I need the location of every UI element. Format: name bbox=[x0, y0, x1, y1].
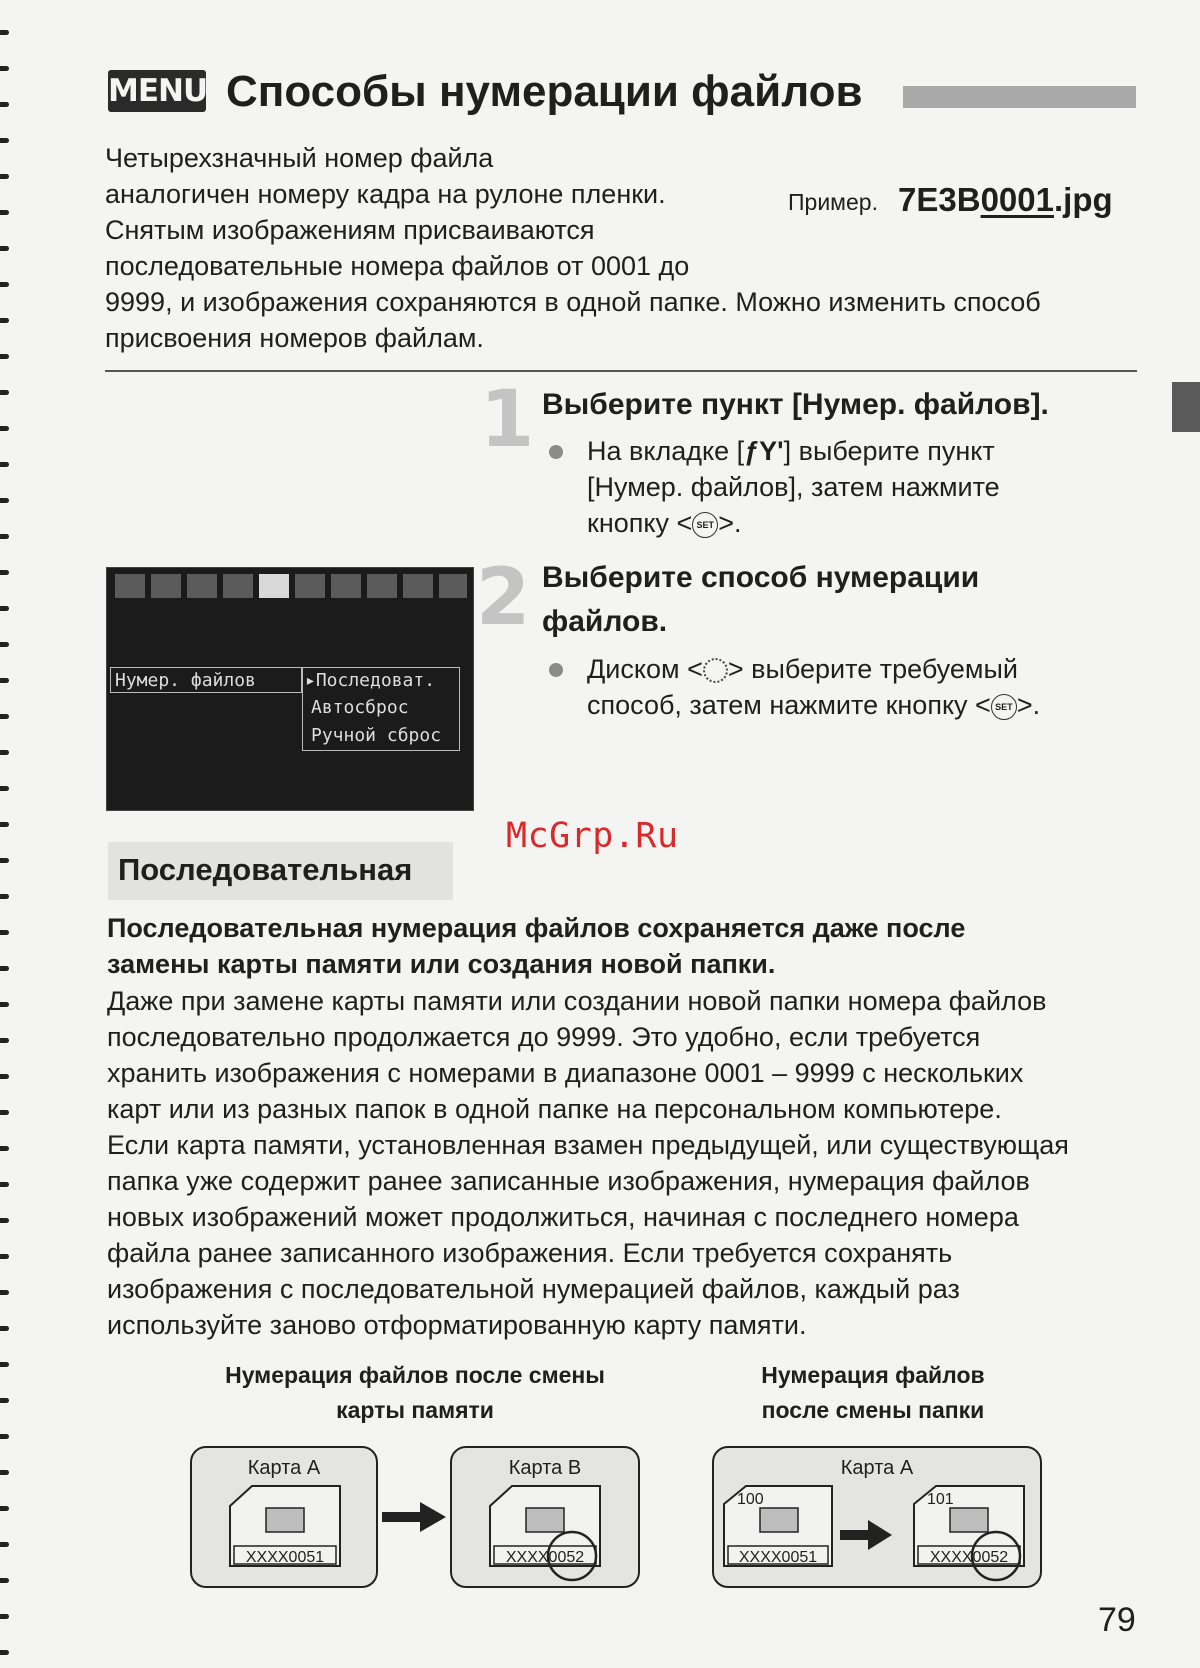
binding-hole bbox=[0, 858, 9, 863]
card-name: Карта B bbox=[508, 1457, 582, 1479]
body-line: папка уже содержит ранее записанные изображения, нумерация файлов bbox=[107, 1166, 1030, 1196]
lcd-option: Автосброс bbox=[311, 697, 409, 718]
lcd-tab bbox=[331, 574, 361, 598]
step-text-part: >. bbox=[718, 508, 742, 538]
set-button-icon: SET bbox=[692, 512, 718, 538]
step-text-part: > выберите требуемый bbox=[727, 654, 1018, 684]
lcd-option: Ручной сброс bbox=[311, 725, 442, 746]
set-button-icon: SET bbox=[991, 694, 1017, 720]
step-heading: Выберите пункт [Нумер. файлов]. bbox=[542, 388, 1049, 421]
lcd-tab bbox=[223, 574, 253, 598]
binding-hole bbox=[0, 642, 9, 647]
binding-hole bbox=[0, 750, 9, 755]
card-name: Карта A bbox=[247, 1457, 321, 1479]
binding-hole bbox=[0, 426, 9, 431]
binding-hole bbox=[0, 66, 9, 71]
binding-hole bbox=[0, 678, 9, 683]
page-number: 79 bbox=[1098, 1601, 1136, 1639]
binding-hole bbox=[0, 1254, 9, 1259]
step-text-part: ] выберите пункт bbox=[783, 436, 995, 466]
binding-hole bbox=[0, 534, 9, 539]
binding-hole bbox=[0, 174, 9, 179]
lcd-tab bbox=[367, 574, 397, 598]
folder-number: 100 bbox=[737, 1491, 764, 1508]
example-ext: .jpg bbox=[1053, 181, 1113, 218]
body-line: хранить изображения с номерами в диапазоне 0001 – 9999 с нескольких bbox=[107, 1058, 1024, 1088]
binding-hole bbox=[0, 1578, 9, 1583]
binding-hole bbox=[0, 786, 9, 791]
chapter-tab bbox=[1172, 382, 1200, 432]
step-heading: файлов. bbox=[542, 605, 668, 638]
binding-hole bbox=[0, 1110, 9, 1115]
example-number: 0001 bbox=[980, 181, 1054, 218]
step-number: 2 bbox=[476, 553, 531, 643]
camera-lcd-screen bbox=[106, 567, 474, 811]
title-rule bbox=[903, 86, 1136, 108]
binding-hole bbox=[0, 282, 9, 287]
intro-line: 9999, и изображения сохраняются в одной папке. Можно изменить способ bbox=[105, 287, 1041, 317]
binding-hole bbox=[0, 1038, 9, 1043]
binding-hole bbox=[0, 714, 9, 719]
step-text bbox=[587, 433, 995, 469]
file-number: XXXX0051 bbox=[245, 1549, 325, 1566]
step-text-part: >. bbox=[1016, 690, 1041, 720]
diagram-caption: карты памяти bbox=[336, 1397, 494, 1423]
binding-hole bbox=[0, 1326, 9, 1331]
lcd-tab bbox=[187, 574, 217, 598]
body-line: Если карта памяти, установленная взамен предыдущей, или существующая bbox=[107, 1130, 1069, 1160]
binding-hole bbox=[0, 822, 9, 827]
binding-hole bbox=[0, 606, 9, 611]
binding-hole bbox=[0, 390, 9, 395]
body-line: карт или из разных папок в одной папке на персональном компьютере. bbox=[107, 1094, 1002, 1124]
binding-hole bbox=[0, 1398, 9, 1403]
binding-hole bbox=[0, 354, 9, 359]
binding-hole bbox=[0, 498, 9, 503]
folder-number: 101 bbox=[927, 1491, 954, 1508]
intro-line: Снятым изображениям присваиваются bbox=[105, 215, 595, 245]
file-number: XXXX0051 bbox=[738, 1549, 818, 1566]
binding-hole bbox=[0, 1470, 9, 1475]
watermark: McGrp.Ru bbox=[506, 816, 679, 856]
section-lead: Последовательная нумерация файлов сохраняется даже после bbox=[107, 913, 966, 943]
binding-hole bbox=[0, 138, 9, 143]
lcd-tab bbox=[403, 574, 433, 598]
body-line: изображения с последовательной нумерацией файлов, каждый раз bbox=[107, 1274, 960, 1304]
binding-hole bbox=[0, 1002, 9, 1007]
intro-line: присвоения номеров файлам. bbox=[105, 323, 484, 353]
step-text bbox=[587, 505, 742, 541]
step-text-part: Диском < bbox=[587, 654, 703, 684]
binding-hole bbox=[0, 1650, 9, 1655]
binding-hole bbox=[0, 1218, 9, 1223]
binding-hole bbox=[0, 1542, 9, 1547]
body-line: последовательно продолжается до 9999. Это удобно, если требуется bbox=[107, 1022, 981, 1052]
binding-hole bbox=[0, 570, 9, 575]
lcd-menu-label: Нумер. файлов bbox=[110, 667, 302, 693]
step-text-part: На вкладке [ bbox=[587, 436, 745, 466]
menu-badge: MENU bbox=[108, 70, 206, 112]
card-name: Карта A bbox=[840, 1457, 914, 1479]
binding-hole bbox=[0, 966, 9, 971]
lcd-options-box bbox=[302, 667, 460, 751]
binding-hole bbox=[0, 318, 9, 323]
setup-tab-icon: ƒY' bbox=[744, 436, 784, 466]
lcd-tab-setup-active bbox=[259, 574, 289, 598]
intro-line: аналогичен номеру кадра на рулоне пленки. bbox=[105, 179, 666, 209]
lcd-tab bbox=[295, 574, 325, 598]
binding-hole bbox=[0, 930, 9, 935]
binding-hole bbox=[0, 1506, 9, 1511]
binding-hole bbox=[0, 102, 9, 107]
bullet-dot bbox=[549, 663, 563, 677]
binding-hole bbox=[0, 1290, 9, 1295]
file-number: XXXX0052 bbox=[929, 1549, 1009, 1566]
binding-hole bbox=[0, 1182, 9, 1187]
section-lead: замены карты памяти или создания новой папки. bbox=[107, 949, 776, 979]
example-prefix: 7E3B bbox=[898, 181, 981, 218]
intro-line: Четырехзначный номер файла bbox=[105, 143, 494, 173]
body-line: используйте заново отформатированную карту памяти. bbox=[107, 1310, 807, 1340]
lcd-tab bbox=[151, 574, 181, 598]
lcd-option: ▸Последоват. bbox=[305, 670, 436, 691]
diagram-caption: Нумерация файлов bbox=[761, 1362, 985, 1388]
binding-hole bbox=[0, 1434, 9, 1439]
body-line: файла ранее записанного изображения. Если требуется сохранять bbox=[107, 1238, 953, 1268]
binding-hole bbox=[0, 30, 9, 35]
step-text bbox=[587, 687, 1040, 723]
section-divider bbox=[105, 370, 1137, 372]
diagram-caption: Нумерация файлов после смены bbox=[225, 1362, 605, 1388]
binding-hole bbox=[0, 894, 9, 899]
step-text-part: способ, затем нажмите кнопку < bbox=[587, 690, 991, 720]
binding-hole bbox=[0, 246, 9, 251]
lcd-tab bbox=[439, 574, 467, 598]
binding-edge bbox=[0, 0, 14, 1668]
step-text: [Нумер. файлов], затем нажмите bbox=[587, 472, 1000, 502]
binding-hole bbox=[0, 1074, 9, 1079]
step-text bbox=[587, 651, 1018, 687]
intro-line: последовательные номера файлов от 0001 до bbox=[105, 251, 690, 281]
binding-hole bbox=[0, 1614, 9, 1619]
example-label: Пример. bbox=[788, 189, 878, 215]
binding-hole bbox=[0, 1362, 9, 1367]
step-text-part: кнопку < bbox=[587, 508, 693, 538]
bullet-dot bbox=[549, 445, 563, 459]
page-title: Способы нумерации файлов bbox=[226, 67, 863, 116]
file-number: XXXX0052 bbox=[505, 1549, 585, 1566]
body-line: новых изображений может продолжиться, начиная с последнего номера bbox=[107, 1202, 1019, 1232]
binding-hole bbox=[0, 1146, 9, 1151]
step-number: 1 bbox=[480, 375, 535, 465]
lcd-tab bbox=[115, 574, 145, 598]
section-heading: Последовательная bbox=[118, 852, 413, 887]
arrow-right-icon bbox=[380, 1498, 448, 1536]
example-filename bbox=[898, 180, 1113, 220]
diagram-caption: после смены папки bbox=[761, 1397, 985, 1423]
binding-hole bbox=[0, 210, 9, 215]
dial-icon bbox=[703, 658, 728, 683]
body-line: Даже при замене карты памяти или создании новой папки номера файлов bbox=[107, 986, 1047, 1016]
step-heading: Выберите способ нумерации bbox=[542, 561, 980, 594]
binding-hole bbox=[0, 462, 9, 467]
